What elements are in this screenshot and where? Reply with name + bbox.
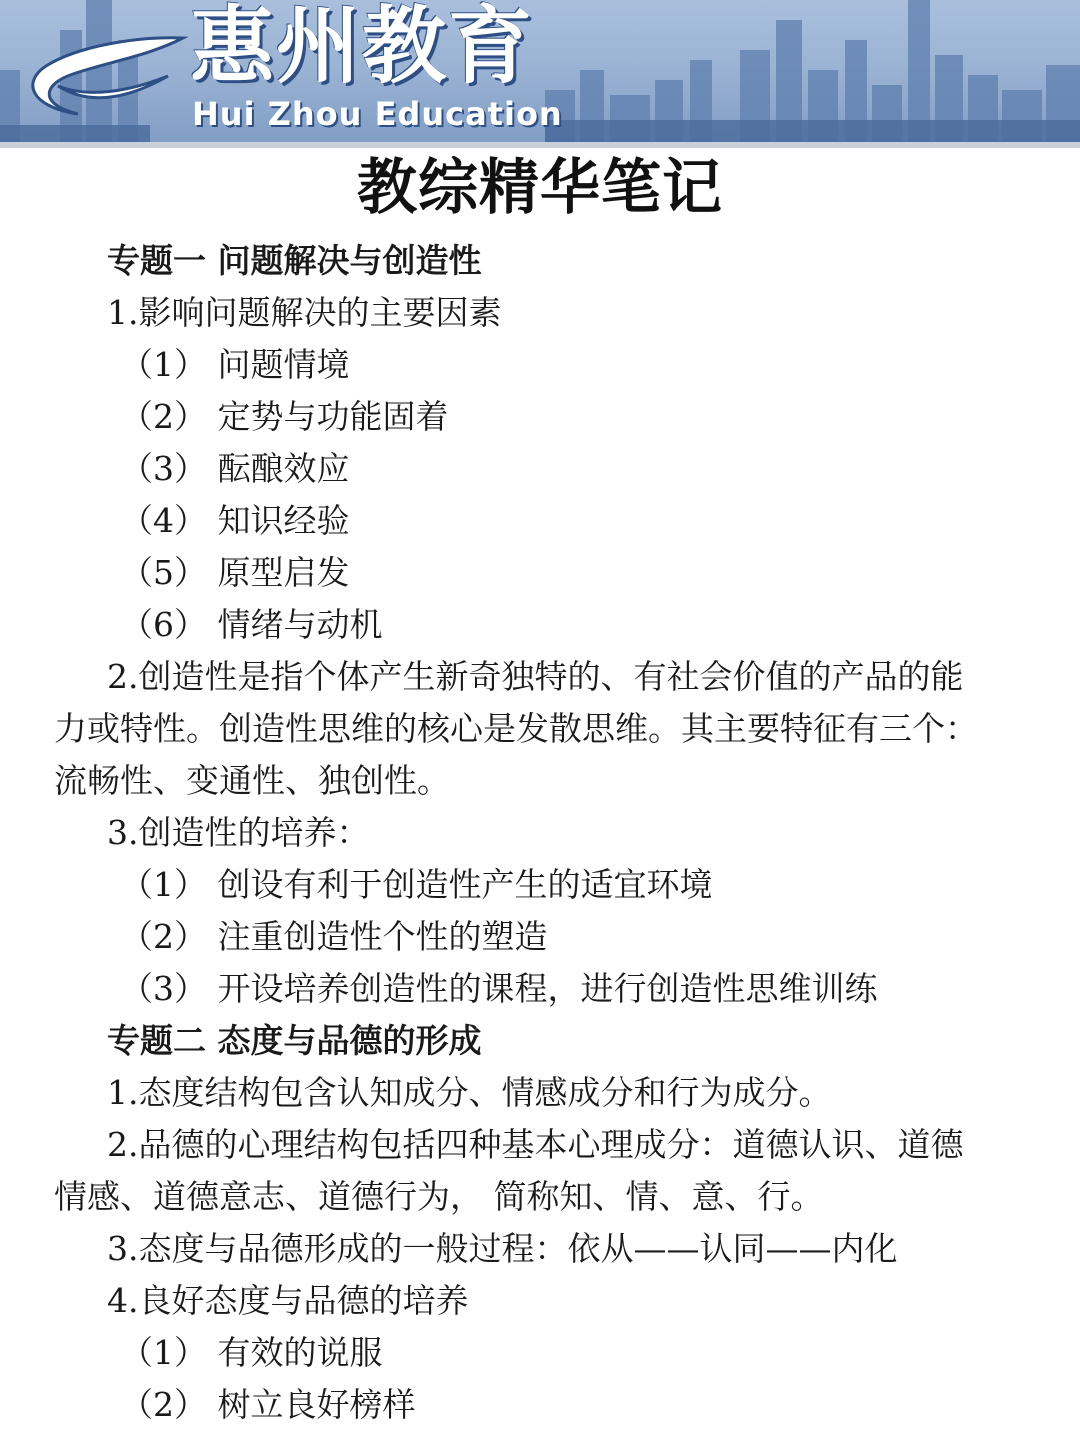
paragraph-line: 力或特性。创造性思维的核心是发散思维。其主要特征有三个：: [54, 709, 978, 748]
sub-item: （2） 定势与功能固着: [120, 397, 449, 436]
list-item: 1.影响问题解决的主要因素: [107, 293, 502, 332]
paragraph-line: 2.品德的心理结构包括四种基本心理成分：道德认识、道德: [107, 1125, 964, 1164]
list-item: 3.态度与品德形成的一般过程：依从——认同——内化: [107, 1229, 898, 1268]
paragraph-line: 2.创造性是指个体产生新奇独特的、有社会价值的产品的能: [107, 657, 964, 696]
section-heading-2: 专题二 态度与品德的形成: [107, 1021, 482, 1060]
section-heading-1: 专题一 问题解决与创造性: [107, 241, 482, 280]
sub-item: （2） 注重创造性个性的塑造: [120, 917, 548, 956]
sub-item: （5） 原型启发: [120, 553, 350, 592]
list-item: 4.良好态度与品德的培养: [107, 1281, 469, 1320]
paragraph-line: 情感、道德意志、道德行为， 简称知、情、意、行。: [54, 1177, 824, 1216]
brand-logo-icon: [18, 26, 188, 126]
sub-item: （1） 创设有利于创造性产生的适宜环境: [120, 865, 713, 904]
header-banner: [0, 0, 1080, 148]
paragraph-line: 流畅性、变通性、独创性。: [54, 761, 450, 800]
sub-item: （1） 问题情境: [120, 345, 350, 384]
sub-item: （3） 酝酿效应: [120, 449, 350, 488]
brand-name-chinese: 惠州教育: [190, 0, 535, 95]
list-item: 1.态度结构包含认知成分、情感成分和行为成分。: [107, 1073, 832, 1112]
sub-item: （2） 树立良好榜样: [120, 1385, 416, 1424]
sub-item: （4） 知识经验: [120, 501, 350, 540]
sub-item: （1） 有效的说服: [120, 1333, 383, 1372]
brand-name-english: Hui Zhou Education: [192, 95, 563, 133]
page-title: 教综精华笔记: [357, 153, 723, 223]
sub-item: （6） 情绪与动机: [120, 605, 383, 644]
banner-divider: [0, 142, 1080, 148]
sub-item: （3） 开设培养创造性的课程，进行创造性思维训练: [120, 969, 878, 1008]
list-item: 3.创造性的培养：: [107, 813, 370, 852]
